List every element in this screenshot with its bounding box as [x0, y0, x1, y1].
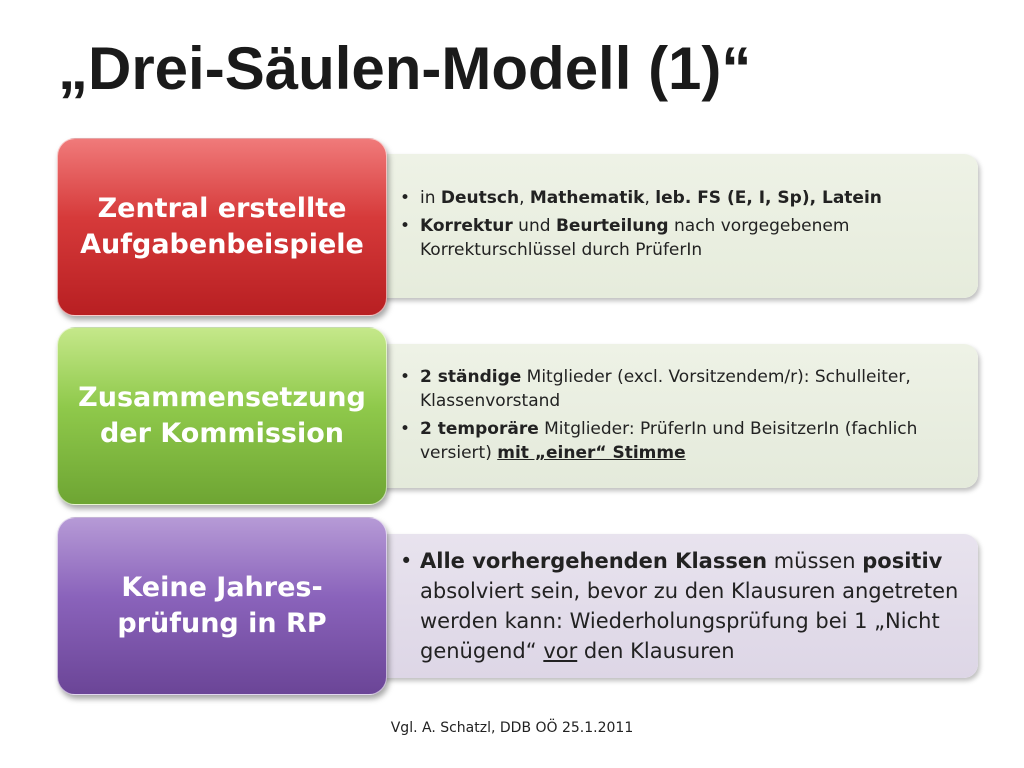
- pillar-3-box: [57, 517, 387, 695]
- pillar-1-bullets: [398, 186, 966, 266]
- pillar-3-label: Keine Jahres-prüfung in RP: [117, 572, 327, 639]
- pillar-2-box: [57, 327, 387, 505]
- bullet-item: • in Deutsch, Mathematik, leb. FS (E, I, Sp), Latein: [398, 186, 966, 210]
- bullet-item: • 2 temporäre Mitglieder: PrüferIn und BeisitzerIn (fachlich versiert) mit „einer“ Stimme: [398, 417, 966, 465]
- bullet-item: • Korrektur und Beurteilung nach vorgegebenem Korrekturschlüssel durch PrüferIn: [398, 214, 966, 262]
- pillar-1-label: Zentral erstellte Aufgabenbeispiele: [80, 193, 364, 260]
- bullet-item: • Alle vorhergehenden Klassen müssen positiv absolviert sein, bevor zu den Klausuren angetreten werden kann: Wiederholungsprüfung bei 1 „Nicht genügend“ vor den Klausuren: [398, 546, 966, 666]
- pillar-1-box: [57, 138, 387, 316]
- slide-footer: Vgl. A. Schatzl, DDB OÖ 25.1.2011: [390, 720, 634, 736]
- slide-title: „Drei-Säulen-Modell (1)“: [58, 35, 752, 102]
- pillar-2-bullets: [398, 365, 966, 469]
- pillar-3-bullets: [398, 546, 966, 666]
- bullet-item: • 2 ständige Mitglieder (excl. Vorsitzendem/r): Schulleiter, Klassenvorstand: [398, 365, 966, 413]
- pillar-2-label: Zusammensetzung der Kommission: [78, 382, 366, 449]
